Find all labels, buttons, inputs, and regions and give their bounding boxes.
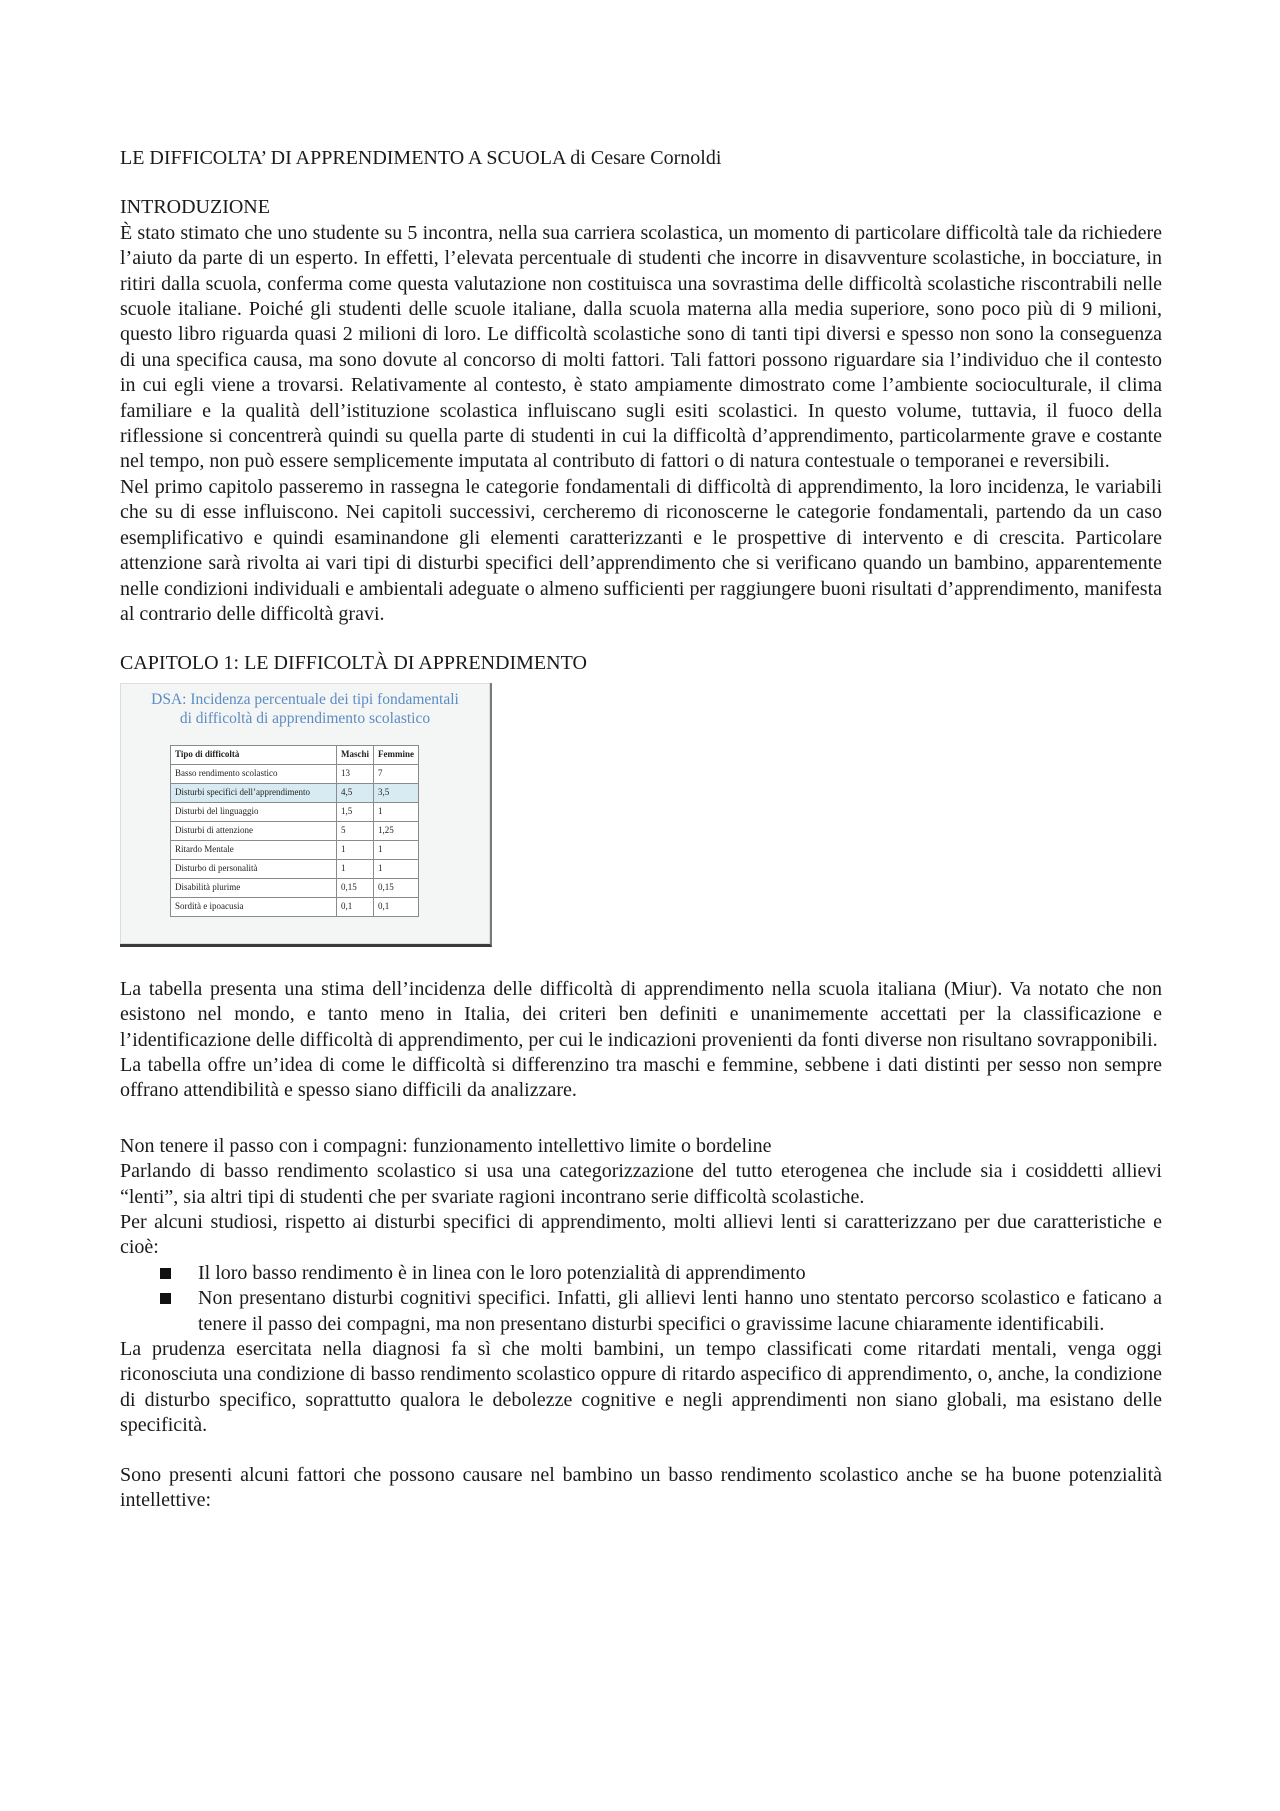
characteristics-list — [120, 1261, 1162, 1337]
table-cell: 0,15 — [337, 878, 374, 897]
table-cell: 3,5 — [374, 783, 419, 802]
document-title: LE DIFFICOLTA’ DI APPRENDIMENTO A SCUOLA di Cesare Cornoldi — [120, 147, 722, 169]
table-header-cell: Maschi — [337, 745, 374, 764]
table-cell: 1,5 — [337, 802, 374, 821]
figure-title — [120, 690, 490, 728]
table-cell: 5 — [337, 821, 374, 840]
table-commentary-2: La tabella offre un’idea di come le difficoltà si differenzino tra maschi e femmine, sebbene i dati distinti per sesso non sempre offrano attendibilità e spesso siano difficili da analizzare. — [120, 1053, 1162, 1102]
intro-paragraph-1: È stato stimato che uno studente su 5 incontra, nella sua carriera scolastica, un momento di particolare difficoltà tale da richiedere l’aiuto da parte di un esperto. In effetti, l’elevata percentuale di studenti che incorre in disavventure scolastiche, in bocciature, in ritiri dalla scuola, conferma come questa valutazione non costituisca una sovrastima delle difficoltà scolastiche riscontrabili nelle scuole italiane. Poiché gli studenti delle scuole italiane, dalla scuola materna alla media superiore, sono poco più di 9 milioni, questo libro riguarda quasi 2 milioni di loro. Le difficoltà scolastiche sono di tanti tipi diversi e spesso non sono la conseguenza di una specifica causa, ma sono dovute al concorso di molti fattori. Tali fattori possono riguardare sia l’individuo che il contesto in cui egli viene a trovarsi. Relativamente al contesto, è stato ampiamente dimostrato come l’ambiente socioculturale, il clima familiare e la qualità dell’istituzione scolastica influiscano sugli esiti scolastici. In questo volume, tuttavia, il fuoco della riflessione si concentrerà quindi su quella parte di studenti in cui la difficoltà d’apprendimento, particolarmente grave e costante nel tempo, non può essere semplicemente imputata al contributo di fattori o di natura contestuale o temporanei e reversibili. — [120, 221, 1162, 473]
table-row — [171, 878, 419, 897]
table-commentary-1: La tabella presenta una stima dell’incidenza delle difficoltà di apprendimento nella scuola italiana (Miur). Va notato che non esistono nel mondo, e tanto meno in Italia, dei criteri ben definiti e unanimemente accettati per la classificazione e l’identificazione delle difficoltà di apprendimento, per cui le indicazioni provenienti da fonti diverse non risultano sovrapponibili. — [120, 977, 1162, 1051]
table-row — [171, 802, 419, 821]
table-cell: Disturbi del linguaggio — [171, 802, 337, 821]
table-header-row — [171, 745, 419, 764]
table-cell: 7 — [374, 764, 419, 783]
figure-title-line-2: di difficoltà di apprendimento scolastico — [179, 709, 431, 727]
table-cell: 13 — [337, 764, 374, 783]
table-cell: 4,5 — [337, 783, 374, 802]
list-item: Non presentano disturbi cognitivi specifici. Infatti, gli allievi lenti hanno uno stentato percorso scolastico e faticano a tenere il passo dei compagni, ma non presentano disturbi specifici o gravissime lacune chiaramente identificabili. — [160, 1286, 1162, 1337]
table-row — [171, 897, 419, 916]
table-cell: 1,25 — [374, 821, 419, 840]
section-paragraph-1: Parlando di basso rendimento scolastico si usa una categorizzazione del tutto eterogenea che include sia i cosiddetti allievi “lenti”, sia altri tipi di studenti che per svariate ragioni incontrano serie difficoltà scolastiche. — [120, 1160, 1162, 1208]
chapter-heading: CAPITOLO 1: LE DIFFICOLTÀ DI APPRENDIMENTO — [120, 652, 587, 675]
section-paragraph-4: Sono presenti alcuni fattori che possono causare nel bambino un basso rendimento scolastico anche se ha buone potenzialità intellettive: — [120, 1463, 1162, 1512]
table-row — [171, 840, 419, 859]
table-cell: Basso rendimento scolastico — [171, 764, 337, 783]
incidence-table — [170, 745, 419, 917]
incidence-table-image — [120, 683, 492, 947]
table-cell: Disabilità plurime — [171, 878, 337, 897]
table-cell: 1 — [374, 859, 419, 878]
table-cell: 1 — [374, 802, 419, 821]
section-heading: Non tenere il passo con i compagni: funzionamento intellettivo limite o bordeline — [120, 1134, 772, 1157]
table-cell: Disturbi specifici dell’apprendimento — [171, 783, 337, 802]
table-cell: 1 — [337, 859, 374, 878]
table-cell: 0,15 — [374, 878, 419, 897]
table-cell: Disturbi di attenzione — [171, 821, 337, 840]
table-header-cell: Tipo di difficoltà — [171, 745, 337, 764]
table-header-cell: Femmine — [374, 745, 419, 764]
intro-paragraph-2: Nel primo capitolo passeremo in rassegna le categorie fondamentali di difficoltà di apprendimento, la loro incidenza, le variabili che su di esse influiscono. Nei capitoli successivi, cercheremo di riconoscerne le categorie fondamentali, partendo da un caso esemplificativo e quindi esaminandone gli elementi caratterizzanti e le prospettive di intervento e di crescita. Particolare attenzione sarà rivolta ai vari tipi di disturbi specifici dell’apprendimento che si verificano quando un bambino, apparentemente nelle condizioni individuali e ambientali adeguate o almeno sufficienti per raggiungere buoni risultati d’apprendimento, manifesta al contrario delle difficoltà gravi. — [120, 475, 1162, 625]
table-cell: 0,1 — [374, 897, 419, 916]
table-cell: 1 — [337, 840, 374, 859]
figure-title-line-1: DSA: Incidenza percentuale dei tipi fondamentali — [151, 690, 459, 708]
section-paragraph-2: Per alcuni studiosi, rispetto ai disturbi specifici di apprendimento, molti allievi lenti si caratterizzano per due caratteristiche e cioè: — [120, 1210, 1162, 1259]
table-cell: Disturbo di personalità — [171, 859, 337, 878]
table-cell: Ritardo Mentale — [171, 840, 337, 859]
table-row — [171, 821, 419, 840]
table-cell: 0,1 — [337, 897, 374, 916]
intro-heading: INTRODUZIONE — [120, 196, 270, 219]
table-cell: Sordità e ipoacusia — [171, 897, 337, 916]
table-cell: 1 — [374, 840, 419, 859]
section-paragraph-3: La prudenza esercitata nella diagnosi fa sì che molti bambini, un tempo classificati come ritardati mentali, venga oggi riconosciuta una condizione di basso rendimento scolastico oppure di ritardo aspecifico di apprendimento, o, anche, la condizione di disturbo specifico, soprattutto qualora le debolezze cognitive e negli apprendimenti non siano globali, ma esistano delle specificità. — [120, 1338, 1162, 1437]
table-row — [171, 859, 419, 878]
list-item: Il loro basso rendimento è in linea con le loro potenzialità di apprendimento — [160, 1261, 1162, 1286]
table-row — [171, 764, 419, 783]
document-page — [120, 146, 1162, 1513]
table-row-highlighted — [171, 783, 419, 802]
